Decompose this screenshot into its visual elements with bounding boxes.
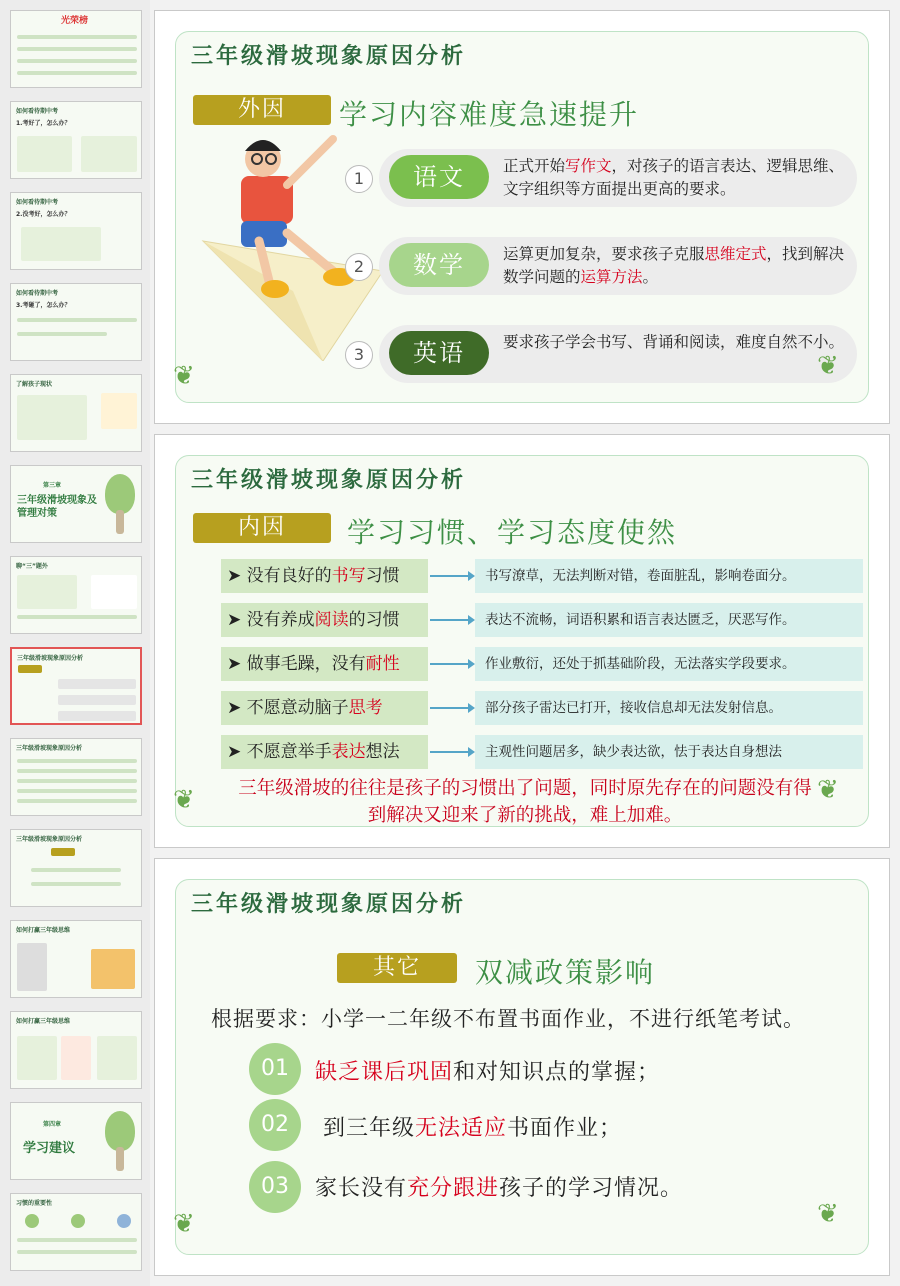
- habit-row-2-left: ➤ 没有养成阅读的习惯: [221, 603, 428, 637]
- habit-row-3-right: 作业敷衍，还处于抓基础阶段，无法落实学段要求。: [475, 647, 863, 681]
- habit-row-5-left: ➤ 不愿意举手表达想法: [221, 735, 428, 769]
- thumbnail-title: 如何看待期中考: [16, 199, 59, 206]
- arrow-icon: [428, 691, 475, 725]
- chinese-description: 正式开始写作文，对孩子的语言表达、逻辑思维、文字组织等方面提出更高的要求。: [503, 157, 845, 198]
- item-number-2: 2: [345, 253, 373, 281]
- thumbnail-title: 光荣榜: [61, 16, 89, 26]
- section-tag: 内因: [193, 513, 331, 543]
- section-heading: 学习内容难度急速提升: [339, 98, 640, 131]
- slide-other-factors: [154, 858, 890, 1276]
- thumbnail-8-active[interactable]: [10, 647, 142, 725]
- habit-row-5-right: 主观性问题居多，缺少表达欲，怯于表达自身想法: [475, 735, 863, 769]
- thumbnail-title: 第三章: [43, 482, 62, 489]
- section-heading: 学习习惯、学习态度使然: [347, 516, 678, 549]
- slide-inner-factors: [154, 434, 890, 848]
- leaf-decoration-icon: ❦: [173, 785, 195, 815]
- item-number-3: 3: [345, 341, 373, 369]
- arrow-icon: [428, 603, 475, 637]
- thumbnail-title: 如何打赢三年级思维: [16, 1018, 71, 1025]
- item-number-01: 01: [249, 1043, 301, 1095]
- math-pill: 数学: [389, 243, 489, 287]
- policy-item-2: 到三年级无法适应书面作业；: [323, 1116, 623, 1141]
- summary-text: 三年级滑坡的往往是孩子的习惯出了问题，同时原先存在的问题没有得到解决又迎来了新的挑战，难上加难。: [238, 778, 812, 826]
- slide-title: 三年级滑坡现象原因分析: [191, 468, 467, 493]
- thumbnail-title: 三年级滑坡现象原因分析: [17, 655, 84, 662]
- habit-row-3-left: ➤ 做事毛躁，没有耐性: [221, 647, 428, 681]
- habit-row-2-right: 表达不流畅，词语积累和语言表达匮乏，厌恶写作。: [475, 603, 863, 637]
- section-tag: 其它: [337, 953, 457, 983]
- thumbnail-10[interactable]: [10, 829, 142, 907]
- thumbnail-title: 三年级滑坡现象原因分析: [16, 745, 83, 752]
- thumbnail-big-title: 三年级滑坡现象及管理对策: [17, 495, 97, 519]
- thumbnail-title: 三年级滑坡现象原因分析: [16, 836, 83, 843]
- thumbnail-4[interactable]: [10, 283, 142, 361]
- thumbnail-title: 如何打赢三年级思维: [16, 927, 71, 934]
- section-tag: 外因: [193, 95, 331, 125]
- policy-item-1: 缺乏课后巩固和对知识点的掌握；: [315, 1060, 661, 1085]
- thumbnail-13[interactable]: [10, 1102, 142, 1180]
- leaf-decoration-icon: ❦: [173, 1209, 195, 1239]
- habit-row-1-left: ➤ 没有良好的书写习惯: [221, 559, 428, 593]
- thumbnail-line: 3.考砸了，怎么办？: [16, 302, 71, 309]
- habit-row-4-right: 部分孩子雷达已打开，接收信息却无法发射信息。: [475, 691, 863, 725]
- thumbnail-title: 如何看待期中考: [16, 108, 59, 115]
- thumbnail-big-title: 学习建议: [23, 1141, 76, 1156]
- thumbnail-11[interactable]: [10, 920, 142, 998]
- policy-intro: 根据要求：小学一二年级不布置书面作业，不进行纸笔考试。: [211, 1007, 805, 1031]
- arrow-icon: [428, 559, 475, 593]
- thumbnail-line: 1.考好了，怎么办？: [16, 120, 71, 127]
- item-number-03: 03: [249, 1161, 301, 1213]
- thumbnail-3[interactable]: [10, 192, 142, 270]
- slide-outer-factors: [154, 10, 890, 424]
- math-row: [379, 237, 857, 295]
- habit-row-1-right: 书写潦草，无法判断对错，卷面脏乱，影响卷面分。: [475, 559, 863, 593]
- thumbnail-9[interactable]: [10, 738, 142, 816]
- boy-paper-plane-illustration: [183, 121, 383, 361]
- arrow-icon: [428, 647, 475, 681]
- habit-row-4-left: ➤ 不愿意动脑子思考: [221, 691, 428, 725]
- thumbnail-5[interactable]: [10, 374, 142, 452]
- thumbnail-title: 了解孩子现状: [16, 381, 53, 388]
- policy-item-3: 家长没有充分跟进孩子的学习情况。: [315, 1176, 684, 1201]
- slide-title: 三年级滑坡现象原因分析: [191, 44, 467, 69]
- thumbnail-14[interactable]: [10, 1193, 142, 1271]
- chinese-row: [379, 149, 857, 207]
- english-pill: 英语: [389, 331, 489, 375]
- item-number-02: 02: [249, 1099, 301, 1151]
- leaf-decoration-icon: ❦: [817, 775, 839, 805]
- leaf-decoration-icon: ❦: [817, 1199, 839, 1229]
- slide-title: 三年级滑坡现象原因分析: [191, 892, 467, 917]
- arrow-icon: [428, 735, 475, 769]
- slide-thumbnail-panel: [0, 0, 150, 1286]
- thumbnail-6[interactable]: [10, 465, 142, 543]
- thumbnail-title: 如何看待期中考: [16, 290, 59, 297]
- thumbnail-7[interactable]: [10, 556, 142, 634]
- item-number-1: 1: [345, 165, 373, 193]
- leaf-decoration-icon: ❦: [817, 351, 839, 381]
- thumbnail-line: 2.没考好，怎么办？: [16, 211, 71, 218]
- math-description: 运算更加复杂，要求孩子克服思维定式，找到解决数学问题的运算方法。: [503, 245, 845, 286]
- thumbnail-title: 习惯的重要性: [16, 1200, 53, 1207]
- thumbnail-12[interactable]: [10, 1011, 142, 1089]
- thumbnail-title: 聊“三”题外: [16, 563, 48, 570]
- english-description: 要求孩子学会书写、背诵和阅读，难度自然不小。: [503, 333, 845, 351]
- chinese-pill: 语文: [389, 155, 489, 199]
- english-row: [379, 325, 857, 383]
- section-heading: 双减政策影响: [475, 956, 656, 989]
- thumbnail-title: 第四章: [43, 1121, 62, 1128]
- leaf-decoration-icon: ❦: [173, 361, 195, 391]
- thumbnail-2[interactable]: [10, 101, 142, 179]
- thumbnail-1[interactable]: [10, 10, 142, 88]
